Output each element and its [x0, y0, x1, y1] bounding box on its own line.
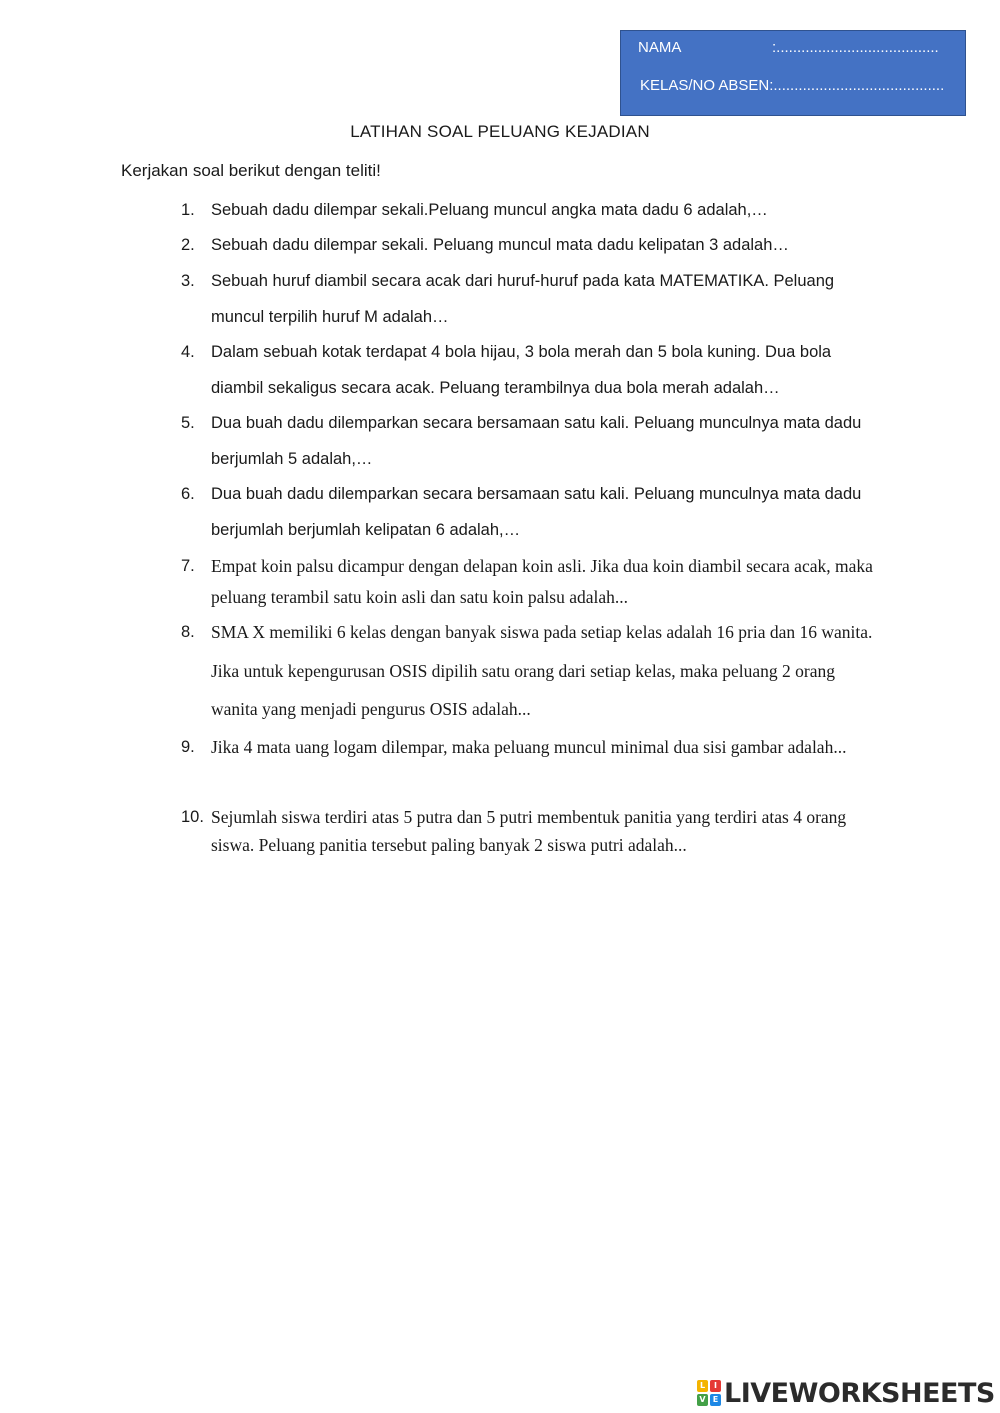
- question-text: Jika 4 mata uang logam dilempar, maka peluang muncul minimal dua sisi gambar adalah...: [211, 737, 847, 757]
- question-text: Dalam sebuah kotak terdapat 4 bola hijau, 3 bola merah dan 5 bola kuning. Dua bola diambil sekaligus secara acak. Peluang terambilnya dua bola merah adalah…: [211, 343, 832, 397]
- question-number: 7.: [181, 557, 195, 575]
- question-text: Dua buah dadu dilemparkan secara bersamaan satu kali. Peluang munculnya mata dadu berjumlah 5 adalah,…: [211, 414, 862, 468]
- question-number: 4.: [181, 343, 195, 361]
- class-row: [640, 77, 944, 94]
- student-id-box: [620, 30, 966, 116]
- name-label: NAMA: [638, 39, 682, 56]
- question-number: 5.: [181, 414, 195, 432]
- question-text: Empat koin palsu dicampur dengan delapan koin asli. Jika dua koin diambil secara acak, maka peluang terambil satu koin asli dan satu koin palsu adalah...: [211, 556, 873, 607]
- question-number: 2.: [181, 236, 195, 254]
- question-text: Sebuah huruf diambil secara acak dari huruf-huruf pada kata MATEMATIKA. Peluang muncul terpilih huruf M adalah…: [211, 272, 835, 326]
- liveworksheets-logo-icon: L I V E: [697, 1380, 721, 1406]
- liveworksheets-watermark: [697, 1377, 995, 1409]
- question-number: 3.: [181, 272, 195, 290]
- question-text: Sejumlah siswa terdiri atas 5 putra dan 5 putri membentuk panitia yang terdiri atas 4 orang siswa. Peluang panitia tersebut paling banyak 2 siswa putri adalah...: [211, 807, 847, 855]
- question-number: 6.: [181, 485, 195, 503]
- question-number: 1.: [181, 201, 195, 219]
- question-number: 8.: [181, 623, 195, 641]
- name-field[interactable]: :.......................................: [772, 39, 939, 56]
- question-text: Sebuah dadu dilempar sekali. Peluang muncul mata dadu kelipatan 3 adalah…: [211, 236, 789, 254]
- class-label: KELAS/NO ABSEN:: [640, 77, 774, 94]
- question-number: 10.: [181, 808, 204, 826]
- instruction-text: Kerjakan soal berikut dengan teliti!: [121, 161, 381, 180]
- name-row: [638, 39, 939, 56]
- question-text: Dua buah dadu dilemparkan secara bersamaan satu kali. Peluang munculnya mata dadu berjumlah berjumlah kelipatan 6 adalah,…: [211, 485, 862, 539]
- page-title: LATIHAN SOAL PELUANG KEJADIAN: [350, 122, 650, 141]
- question-text: Sebuah dadu dilempar sekali.Peluang muncul angka mata dadu 6 adalah,…: [211, 201, 768, 219]
- question-number: 9.: [181, 738, 195, 756]
- watermark-text: LIVEWORKSHEETS: [724, 1377, 995, 1409]
- question-text: SMA X memiliki 6 kelas dengan banyak siswa pada setiap kelas adalah 16 pria dan 16 wanita. Jika untuk kepengurusan OSIS dipilih satu orang dari setiap kelas, maka peluang 2 orang wanita yang menjadi pengurus OSIS adalah...: [211, 622, 873, 719]
- class-field[interactable]: .........................................: [773, 77, 945, 94]
